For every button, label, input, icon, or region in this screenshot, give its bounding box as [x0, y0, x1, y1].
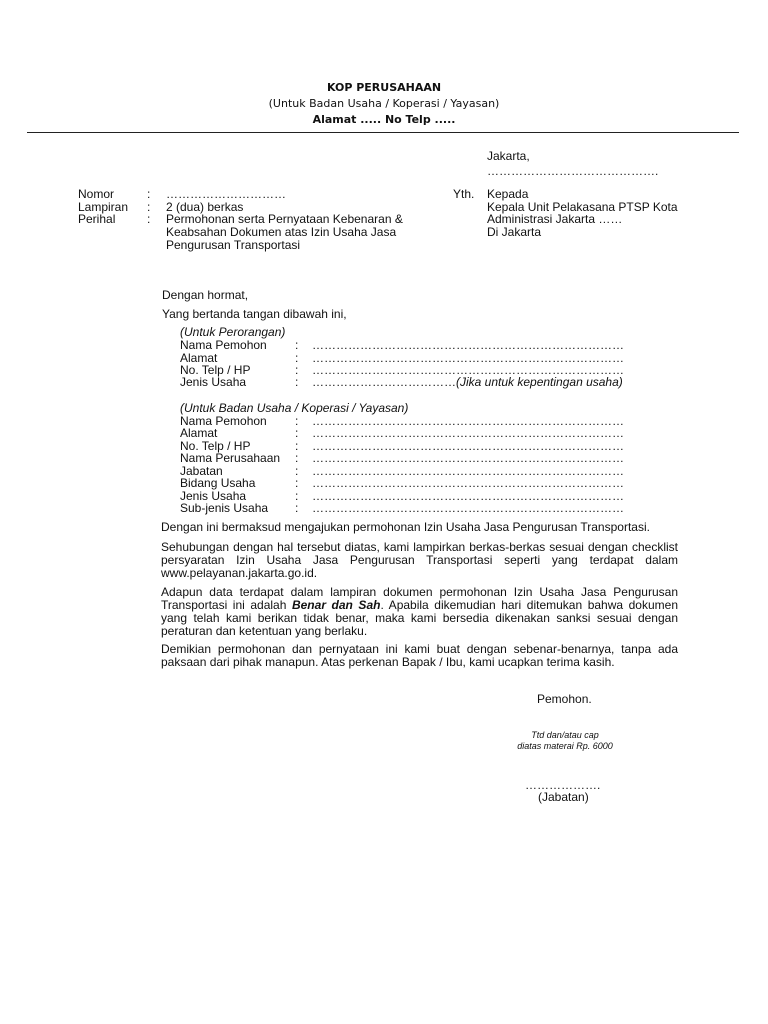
- greeting: Dengan hormat,: [162, 288, 249, 302]
- field-note: (Jika untuk kepentingan usaha): [456, 375, 623, 389]
- field-value: ……………………………………………………………………: [312, 489, 624, 503]
- field-colon: :: [295, 363, 299, 377]
- field-label: Alamat: [180, 426, 218, 440]
- perihal-label: Perihal: [78, 212, 116, 226]
- badan-usaha-heading: (Untuk Badan Usaha / Koperasi / Yayasan): [180, 401, 409, 415]
- field-colon: :: [295, 451, 299, 465]
- paragraph-purpose: Dengan ini bermaksud mengajukan permohonan Izin Usaha Jasa Pengurusan Transportasi.: [161, 520, 650, 534]
- recipient-line-4: Di Jakarta: [487, 225, 542, 239]
- field-value: ……………………………………………………………………: [312, 351, 624, 365]
- field-value: ……………………………………………………………………: [312, 414, 624, 428]
- field-value: ……………………………………………………………………: [312, 464, 624, 478]
- perihal-line-2: Keabsahan Dokumen atas Izin Usaha Jasa: [166, 225, 397, 239]
- field-label: Nama Pemohon: [180, 414, 267, 428]
- field-label: Alamat: [180, 351, 218, 365]
- recipient-line-2: Kepala Unit Pelakasana PTSP Kota: [487, 200, 678, 214]
- field-colon: :: [295, 338, 299, 352]
- field-colon: :: [295, 464, 299, 478]
- field-label: Jenis Usaha: [180, 489, 247, 503]
- stamp-note-line-2: diatas materai Rp. 6000: [517, 741, 613, 751]
- declaration-emphasis: Benar dan Sah: [291, 598, 381, 612]
- signer-position: (Jabatan): [538, 790, 589, 804]
- paragraph-declaration: [161, 586, 678, 638]
- lampiran-value: 2 (dua) berkas: [166, 200, 244, 214]
- field-value: ……………………………………………………………………: [312, 338, 624, 352]
- field-colon: :: [295, 414, 299, 428]
- perihal-line-1: Permohonan serta Pernyataan Kebenaran &: [166, 212, 403, 226]
- field-label: Sub-jenis Usaha: [180, 501, 269, 515]
- field-value: ……………………………………………………………………: [312, 451, 624, 465]
- field-label: Jabatan: [180, 464, 223, 478]
- yth-label: Yth.: [453, 187, 475, 201]
- field-colon: :: [295, 375, 299, 389]
- perihal-colon: :: [147, 212, 151, 226]
- letterhead-title: KOP PERUSAHAAN: [326, 81, 442, 94]
- recipient-line-3: Administrasi Jakarta ……: [487, 212, 623, 226]
- nomor-colon: :: [147, 187, 151, 201]
- field-label: Nama Perusahaan: [180, 451, 281, 465]
- recipient-line-1: Kepada: [487, 187, 529, 201]
- field-value: ……………………………………………………………………: [312, 501, 624, 515]
- lampiran-colon: :: [147, 200, 151, 214]
- field-label: Nama Pemohon: [180, 338, 267, 352]
- field-colon: :: [295, 476, 299, 490]
- lampiran-label: Lampiran: [78, 200, 129, 214]
- declaration-text-start: Adapun data terdapat dalam lampiran dokumen permohonan Izin Usaha Jasa Pengurusan Transportasi ini adalah: [161, 585, 678, 612]
- field-value: ……………………………………………………………………: [312, 426, 624, 440]
- field-colon: :: [295, 439, 299, 453]
- declaration-text-end: . Apabila dikemudian hari ditemukan bahwa dokumen yang telah kami berikan tidak benar, maka kami bersedia dikenakan sanksi sesuai dengan peraturan dan ketentuan yang berlaku.: [161, 598, 678, 638]
- field-colon: :: [295, 426, 299, 440]
- intro-text: Yang bertanda tangan dibawah ini,: [162, 307, 347, 321]
- field-value: [312, 376, 623, 389]
- signature-dots: ……………….: [525, 778, 601, 792]
- field-value: ……………………………………………………………………: [312, 476, 624, 490]
- field-label: No. Telp / HP: [180, 363, 251, 377]
- perorangan-heading: (Untuk Perorangan): [180, 325, 286, 339]
- letterhead: [0, 80, 768, 128]
- paragraph-closing: Demikian permohonan dan pernyataan ini kami buat dengan sebenar-benarnya, tanpa ada paksaan dari pihak manapun. Atas perkenan Bapak / Ibu, kami ucapkan terima kasih.: [161, 642, 678, 669]
- field-label: No. Telp / HP: [180, 439, 251, 453]
- field-colon: :: [295, 501, 299, 515]
- perihal-line-3: Pengurusan Transportasi: [166, 238, 301, 252]
- letterhead-subtitle: (Untuk Badan Usaha / Koperasi / Yayasan): [268, 97, 500, 110]
- field-label: Bidang Usaha: [180, 476, 256, 490]
- field-value-dots: ………………………………: [312, 375, 456, 389]
- field-value: ……………………………………………………………………: [312, 439, 624, 453]
- stamp-note-line-1: Ttd dan/atau cap: [531, 730, 599, 740]
- field-colon: :: [295, 489, 299, 503]
- letterhead-address: Alamat ..... No Telp .....: [312, 113, 456, 126]
- field-colon: :: [295, 351, 299, 365]
- field-label: Jenis Usaha: [180, 375, 247, 389]
- header-divider: [27, 132, 739, 133]
- nomor-value: …………………………: [166, 187, 286, 201]
- place-city: Jakarta,: [487, 149, 530, 163]
- paragraph-attachments: Sehubungan dengan hal tersebut diatas, kami lampirkan berkas-berkas sesuai dengan checklist persyaratan Izin Usaha Jasa Pengurusan Transportasi seperti yang terdapat dalam www.pelayanan.jakarta.go.id.: [161, 540, 678, 580]
- field-value: ……………………………………………………………………: [312, 363, 624, 377]
- nomor-label: Nomor: [78, 187, 115, 201]
- place-date-dots: …………………………………….: [487, 164, 659, 178]
- signer-title: Pemohon.: [537, 692, 592, 706]
